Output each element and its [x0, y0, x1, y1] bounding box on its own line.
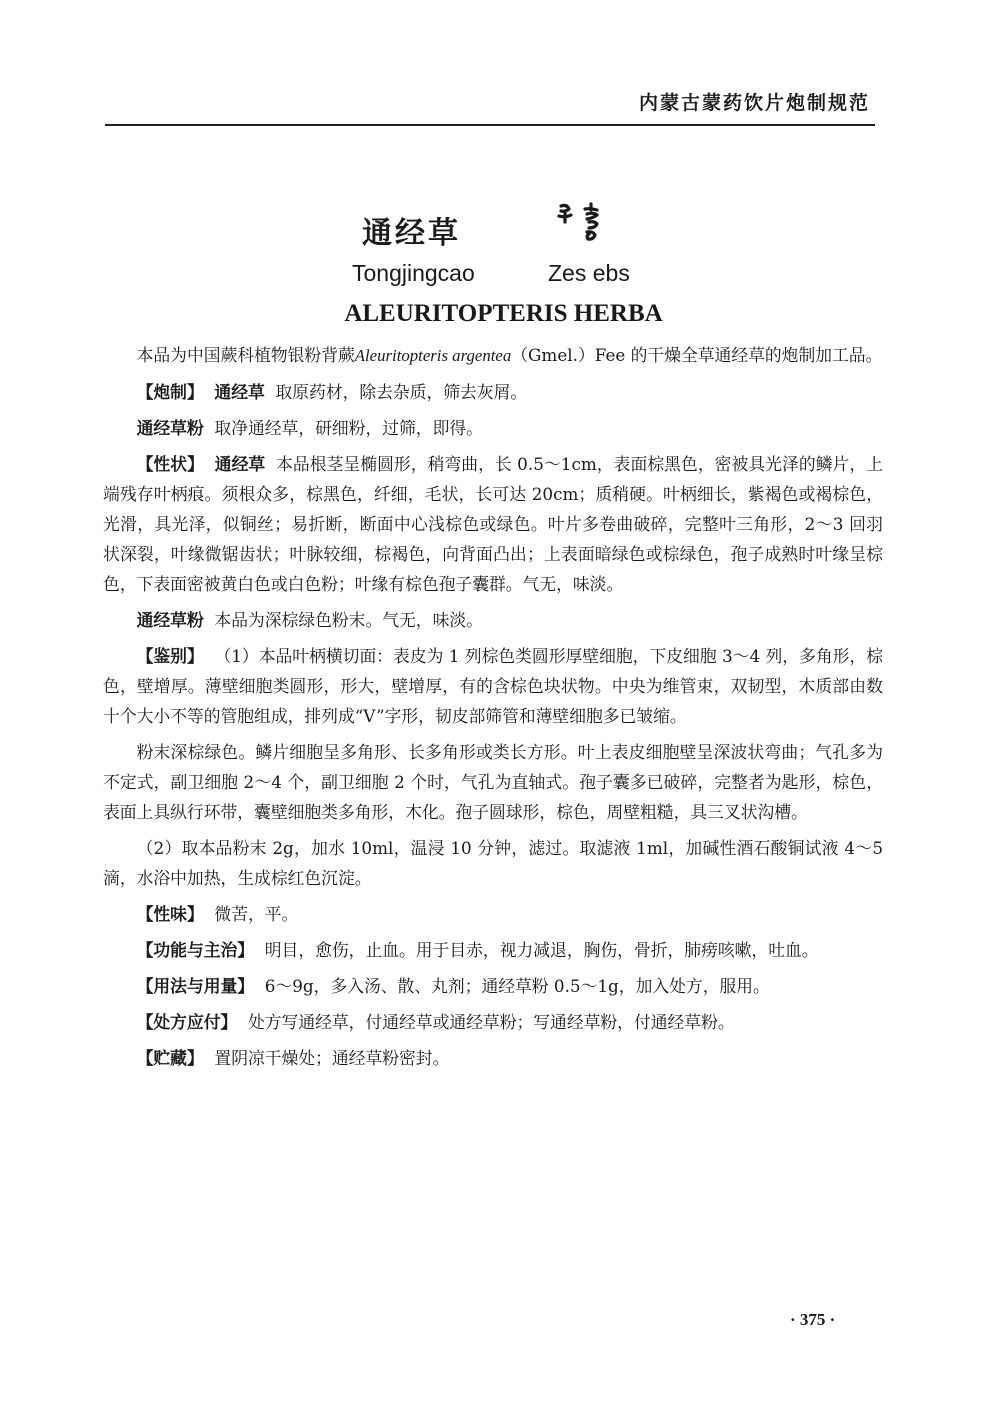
section-label-storage: 【贮藏】 [136, 1048, 204, 1068]
running-header: 内蒙古蒙药饮片炮制规范 [638, 92, 870, 114]
characteristics-paragraph-1: 【性状】 通经草 本品根茎呈椭圆形，稍弯曲，长 0.5～1cm，表面棕黑色，密被具光泽的鳞片，上端残存叶柄痕。须根众多，棕黑色，纤细，毛状，长可达 20cm；质稍硬。叶柄细长，紫褐色或褐棕色，光滑，具光泽，似铜丝；易折断，断面中心浅棕色或绿色。叶片多卷曲破碎，完整叶三角形，2～3 回羽状深裂，叶缘微锯齿状；叶脉较细，棕褐色，向背面凸出；上表面暗绿色或棕绿色，孢子成熟时叶缘呈棕色，下表面密被黄白色或白色粉；叶缘有棕色孢子囊群。气无，味淡。 [103, 454, 883, 594]
section-label-function: 【功能与主治】 [136, 940, 255, 960]
usage-paragraph: 【用法与用量】 6～9g，多入汤、散、丸剂；通经草粉 0.5～1g，加入处方，服用。 [136, 976, 770, 996]
identification-paragraph-3: （2）取本品粉末 2g，加水 10ml，温浸 10 分钟，滤过。取滤液 1ml，加碱性酒石酸铜试液 4～5 滴，水浴中加热，生成棕红色沉淀。 [103, 838, 883, 888]
storage-paragraph: 【贮藏】 置阴凉干燥处；通经草粉密封。 [136, 1048, 450, 1068]
section-label-characteristics: 【性状】 [136, 454, 204, 474]
item-name: 通经草 [214, 382, 265, 402]
header-rule [105, 124, 875, 126]
processing-paragraph-2: 通经草粉 取净通经草，研细粉，过筛，即得。 [136, 418, 483, 438]
item-name: 通经草 [214, 454, 266, 474]
prescription-paragraph: 【处方应付】 处方写通经草，付通经草或通经草粉；写通经草粉，付通经草粉。 [136, 1012, 735, 1032]
section-label-processing: 【炮制】 [136, 382, 204, 402]
intro-paragraph: 本品为中国蕨科植物银粉背蕨Aleuritopteris argentea（Gmel.）Fee 的干燥全草通经草的炮制加工品。 [136, 345, 883, 365]
section-label-identification: 【鉴别】 [136, 646, 204, 666]
identification-paragraph-2: 粉末深棕绿色。鳞片细胞呈多角形、长多角形或类长方形。叶上表皮细胞壁呈深波状弯曲；气孔多为不定式，副卫细胞 2～4 个，副卫细胞 2 个时，气孔为直轴式。孢子囊多已破碎，完整者为匙形，棕色，表面上具纵行环带，囊壁细胞类多角形，木化。孢子圆球形，棕色，周壁粗糙，具三叉状沟槽。 [103, 742, 883, 822]
section-label-taste: 【性味】 [136, 904, 204, 924]
item-name: 通经草粉 [136, 418, 204, 438]
title-mongolian-latin: Zes ebs [548, 260, 630, 286]
species-name: Aleuritopteris argentea [354, 346, 512, 365]
taste-paragraph: 【性味】 微苦，平。 [136, 904, 299, 924]
title-latin: ALEURITOPTERIS HERBA [344, 300, 663, 327]
monograph-body [103, 340, 883, 1079]
function-paragraph: 【功能与主治】 明目，愈伤，止血。用于目赤，视力减退，胸伤，骨折，肺痨咳嗽，吐血。 [136, 940, 819, 960]
section-label-prescription: 【处方应付】 [136, 1012, 238, 1032]
section-label-usage: 【用法与用量】 [136, 976, 255, 996]
title-pinyin: Tongjingcao [352, 260, 475, 286]
title-chinese: 通经草 [362, 216, 461, 251]
processing-paragraph-1: 【炮制】 通经草 取原药材，除去杂质，筛去灰屑。 [136, 382, 528, 402]
identification-paragraph-1: 【鉴别】 （1）本品叶柄横切面：表皮为 1 列棕色类圆形厚壁细胞，下皮细胞 3～4 列，多角形，棕色，壁增厚。薄壁细胞类圆形，形大，壁增厚，有的含棕色块状物。中央为维管束，双韧型，木质部由数十个大小不等的管胞组成，排列成“V”字形，韧皮部筛管和薄壁细胞多已皱缩。 [103, 646, 883, 726]
item-name: 通经草粉 [136, 610, 204, 630]
page-number: · 375 · [790, 1310, 836, 1329]
characteristics-paragraph-2: 通经草粉 本品为深棕绿色粉末。气无，味淡。 [136, 610, 483, 630]
mongolian-script-title [553, 200, 613, 254]
